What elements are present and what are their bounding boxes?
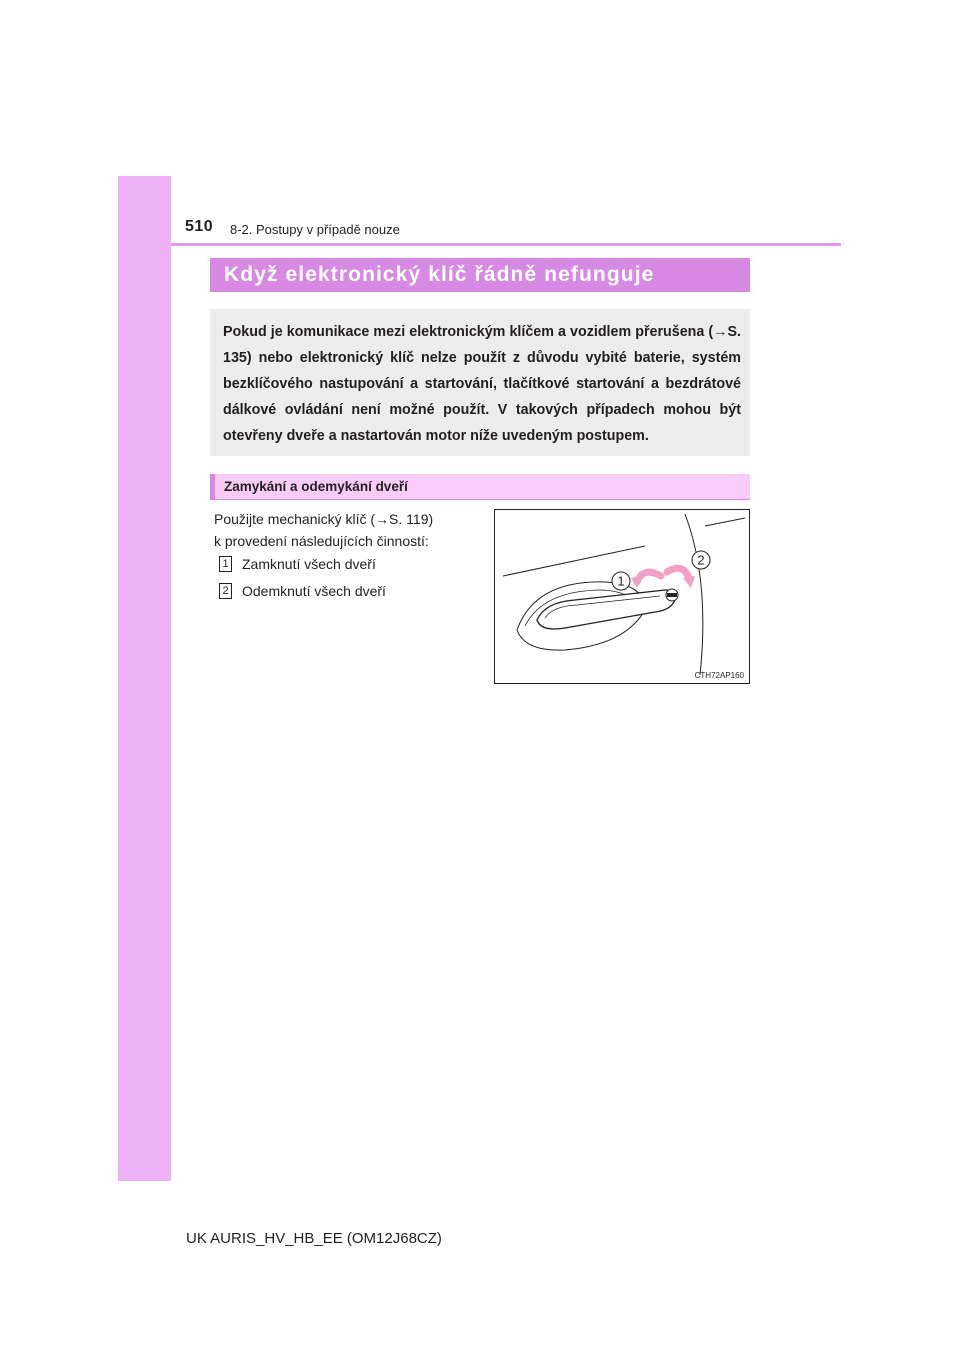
step-number-badge: 1 [219, 556, 232, 572]
main-heading [210, 258, 750, 292]
page-number: 510 [185, 218, 214, 235]
door-handle-figure [494, 509, 750, 684]
side-tab-band [118, 176, 171, 1181]
list-item [219, 583, 386, 599]
step-number-badge: 2 [219, 583, 232, 599]
chapter-title: 8-2. Postupy v případě nouze [230, 222, 400, 237]
section-body-line: Použijte mechanický klíč (→S. 119) [214, 511, 434, 527]
section-heading [210, 474, 750, 500]
list-item [219, 556, 376, 572]
section-body [214, 508, 486, 552]
header-rule [171, 243, 841, 246]
intro-box [210, 309, 750, 456]
footer-model-code: UK AURIS_HV_HB_EE (OM12J68CZ) [186, 1230, 442, 1247]
list-item-label: Zamknutí všech dveří [242, 556, 376, 572]
list-item-label: Odemknutí všech dveří [242, 583, 386, 599]
callout-1: 1 [617, 573, 625, 589]
intro-text: Pokud je komunikace mezi elektronickým klíčem a vozidlem přerušena (→S. 135) nebo elektronický klíč nelze použít z důvodu vybité baterie, systém bezklíčového nastupování a startování, tlačítkové startování a bezdrátové dálkové ovládání není možné použít. V takových případech mohou být otevřeny dveře a nastartován motor níže uvedeným postupem. [223, 324, 741, 444]
section-heading-text: Zamykání a odemykání dveří [224, 479, 408, 494]
callout-2: 2 [697, 552, 705, 568]
main-heading-text: Když elektronický klíč řádně nefunguje [224, 263, 655, 286]
section-body-line: k provedení následujících činností: [214, 533, 429, 549]
figure-code: CTH72AP160 [694, 671, 744, 680]
door-handle-illustration [495, 510, 749, 683]
